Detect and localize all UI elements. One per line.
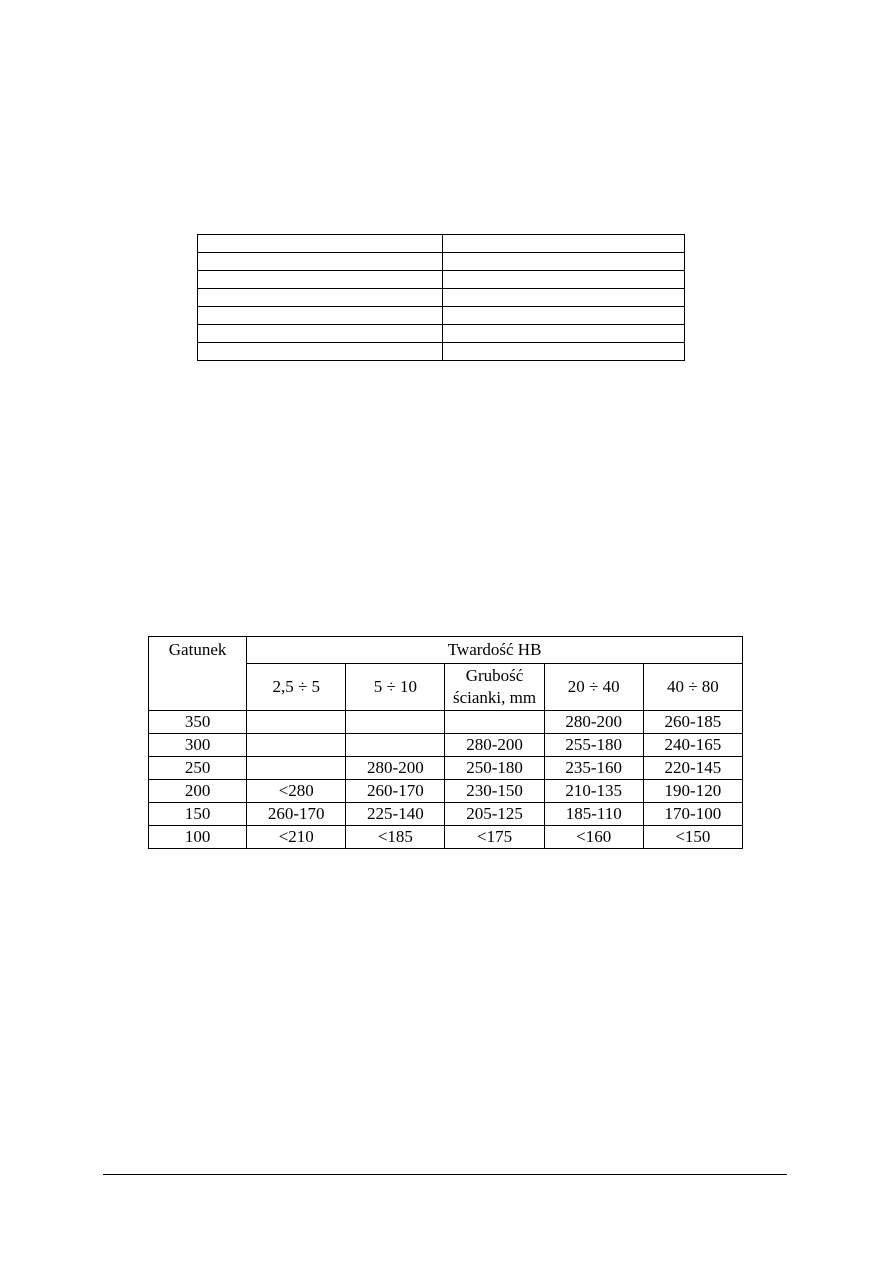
subheader-cell: 5 ÷ 10 [346,664,445,711]
value-cell: 280-200 [544,711,643,734]
value-cell [247,757,346,780]
value-cell [445,711,544,734]
subheader-cell: 20 ÷ 40 [544,664,643,711]
value-cell: 280-200 [445,734,544,757]
table-cell [443,253,685,271]
value-cell: <150 [643,826,742,849]
table-row [149,780,743,803]
value-cell: <280 [247,780,346,803]
value-cell [247,734,346,757]
gatunek-cell: 250 [149,757,247,780]
value-cell: 225-140 [346,803,445,826]
value-cell: <210 [247,826,346,849]
hardness-table-body [149,711,743,849]
value-cell: 240-165 [643,734,742,757]
table-cell [198,235,443,253]
table-row [149,757,743,780]
table-cell [443,235,685,253]
value-cell: 185-110 [544,803,643,826]
table-row [198,289,685,307]
value-cell: 205-125 [445,803,544,826]
twardosc-header: Twardość HB [247,637,743,664]
value-cell: 280-200 [346,757,445,780]
gatunek-cell: 100 [149,826,247,849]
value-cell: 260-170 [247,803,346,826]
value-cell: <185 [346,826,445,849]
value-cell: 220-145 [643,757,742,780]
table-row [198,325,685,343]
value-cell [247,711,346,734]
gatunek-cell: 300 [149,734,247,757]
value-cell: 230-150 [445,780,544,803]
table-cell [198,271,443,289]
table-row [198,271,685,289]
table-cell [198,307,443,325]
value-cell: 210-135 [544,780,643,803]
value-cell: 170-100 [643,803,742,826]
table-row [198,307,685,325]
hardness-table [148,636,743,849]
value-cell [346,711,445,734]
empty-table [197,234,685,361]
gatunek-cell: 350 [149,711,247,734]
table-cell [198,289,443,307]
table-cell [443,325,685,343]
table-row [198,343,685,361]
header-row [149,637,743,664]
table-row [149,711,743,734]
table-cell [443,343,685,361]
empty-table-body [198,235,685,361]
value-cell: 255-180 [544,734,643,757]
value-cell: 250-180 [445,757,544,780]
value-cell: 235-160 [544,757,643,780]
table-row [149,826,743,849]
value-cell: 260-170 [346,780,445,803]
table-cell [198,325,443,343]
hardness-table-head [149,637,743,711]
table-row [198,235,685,253]
gatunek-cell: 200 [149,780,247,803]
table-cell [443,271,685,289]
value-cell: <175 [445,826,544,849]
value-cell: 190-120 [643,780,742,803]
table-row [198,253,685,271]
gatunek-header: Gatunek [149,637,247,711]
subheader-cell: 40 ÷ 80 [643,664,742,711]
table-cell [198,253,443,271]
table-cell [443,307,685,325]
footer-divider [103,1174,787,1175]
value-cell [346,734,445,757]
table-cell [443,289,685,307]
table-row [149,734,743,757]
subheader-cell: 2,5 ÷ 5 [247,664,346,711]
value-cell: <160 [544,826,643,849]
gatunek-cell: 150 [149,803,247,826]
table-row [149,803,743,826]
subheader-cell: Grubość ścianki, mm [445,664,544,711]
value-cell: 260-185 [643,711,742,734]
table-cell [198,343,443,361]
